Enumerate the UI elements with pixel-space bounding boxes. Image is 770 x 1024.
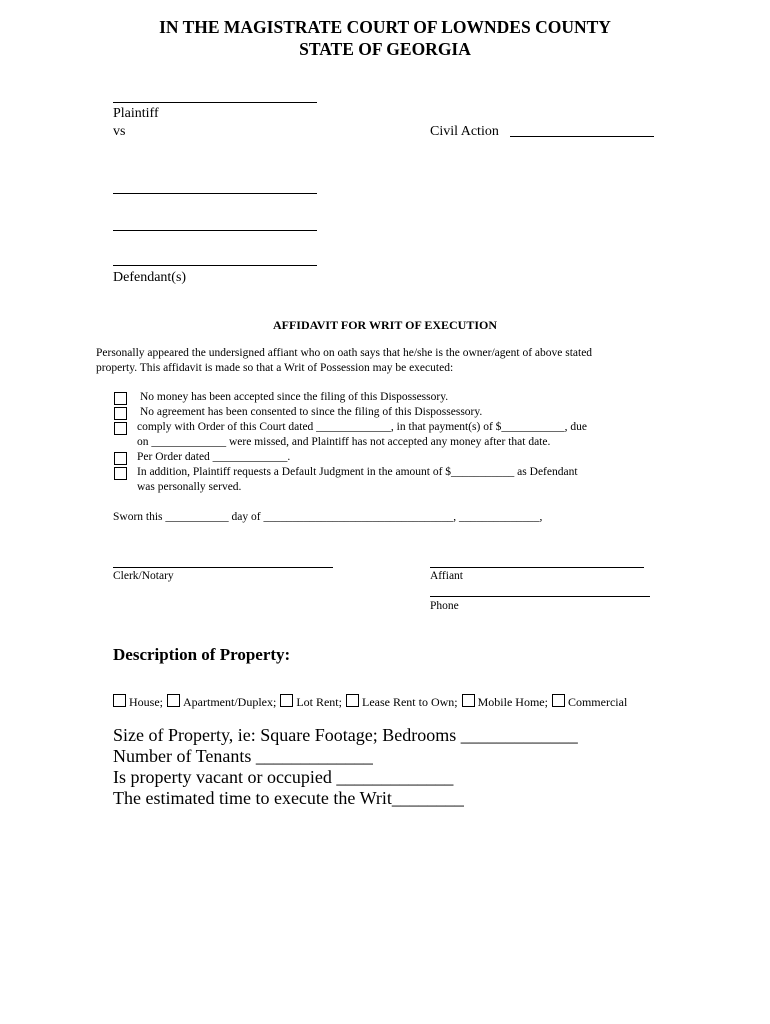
failed-comply-text-1: comply with Order of this Court dated _____________, in that payment(s) of $___________, due	[137, 421, 588, 433]
affidavit-intro-line-2: property. This affidavit is made so that a Writ of Possession may be executed:	[96, 362, 454, 374]
lot-rent-checkbox[interactable]	[280, 694, 293, 707]
defendant-name-line-2[interactable]	[113, 230, 317, 231]
defendant-name-line-1[interactable]	[113, 193, 317, 194]
lot-rent-label: Lot Rent;	[296, 695, 342, 709]
state-title: STATE OF GEORGIA	[299, 39, 471, 59]
defendant-name-line-3[interactable]	[113, 265, 317, 266]
clerk-notary-label: Clerk/Notary	[113, 570, 174, 582]
commercial-checkbox[interactable]	[552, 694, 565, 707]
no-agreement-text: No agreement has been consented to since the filing of this Dispossessory.	[140, 406, 483, 418]
plaintiff-label: Plaintiff	[113, 106, 159, 121]
default-judgment-text-1: In addition, Plaintiff requests a Default Judgment in the amount of $___________ as Defendant	[137, 466, 578, 478]
default-judgment-text-2: was personally served.	[137, 481, 242, 493]
lease-rent-to-own-label: Lease Rent to Own;	[361, 695, 458, 709]
affidavit-intro-line-1: Personally appeared the undersigned affiant who on oath says that he/she is the owner/agent of above stated	[96, 347, 593, 359]
property-type-row	[113, 694, 627, 710]
property-size-line: Size of Property, ie: Square Footage; Bedrooms _____________	[113, 725, 578, 745]
mobile-home-label: Mobile Home;	[477, 695, 548, 709]
phone-label: Phone	[430, 600, 459, 612]
commercial-label: Commercial	[567, 695, 628, 709]
house-label: House;	[129, 695, 163, 709]
apartment-label: Apartment/Duplex;	[183, 695, 277, 709]
sworn-statement: Sworn this ___________ day of _________________________________, ______________,	[113, 511, 543, 523]
vacancy-line: Is property vacant or occupied _____________	[113, 767, 454, 787]
no-agreement-checkbox[interactable]	[114, 407, 127, 420]
no-money-checkbox[interactable]	[114, 392, 127, 405]
property-heading: Description of Property:	[113, 645, 291, 664]
tenant-count-line: Number of Tenants _____________	[113, 746, 373, 766]
defendant-label: Defendant(s)	[113, 270, 187, 285]
phone-line[interactable]	[430, 596, 650, 597]
affiant-label: Affiant	[430, 570, 464, 582]
apartment-checkbox[interactable]	[167, 694, 180, 707]
failed-comply-checkbox[interactable]	[114, 422, 127, 435]
clerk-signature-line[interactable]	[113, 567, 333, 568]
civil-action-label: Civil Action	[430, 124, 499, 139]
vs-label: vs	[113, 124, 126, 139]
civil-action-number-line[interactable]	[510, 136, 654, 137]
court-title: IN THE MAGISTRATE COURT OF LOWNDES COUNTY	[159, 17, 611, 37]
lease-rent-to-own-checkbox[interactable]	[346, 694, 359, 707]
no-money-text: No money has been accepted since the filing of this Dispossessory.	[140, 391, 449, 403]
default-judgment-checkbox[interactable]	[114, 467, 127, 480]
per-order-text: Per Order dated _____________.	[137, 451, 291, 463]
plaintiff-name-line[interactable]	[113, 102, 317, 103]
affiant-signature-line[interactable]	[430, 567, 644, 568]
failed-comply-text-2: on _____________ were missed, and Plaintiff has not accepted any money after that date.	[137, 436, 551, 448]
per-order-checkbox[interactable]	[114, 452, 127, 465]
mobile-home-checkbox[interactable]	[462, 694, 475, 707]
execution-time-line: The estimated time to execute the Writ________	[113, 788, 464, 808]
affidavit-title: AFFIDAVIT FOR WRIT OF EXECUTION	[272, 318, 498, 332]
house-checkbox[interactable]	[113, 694, 126, 707]
